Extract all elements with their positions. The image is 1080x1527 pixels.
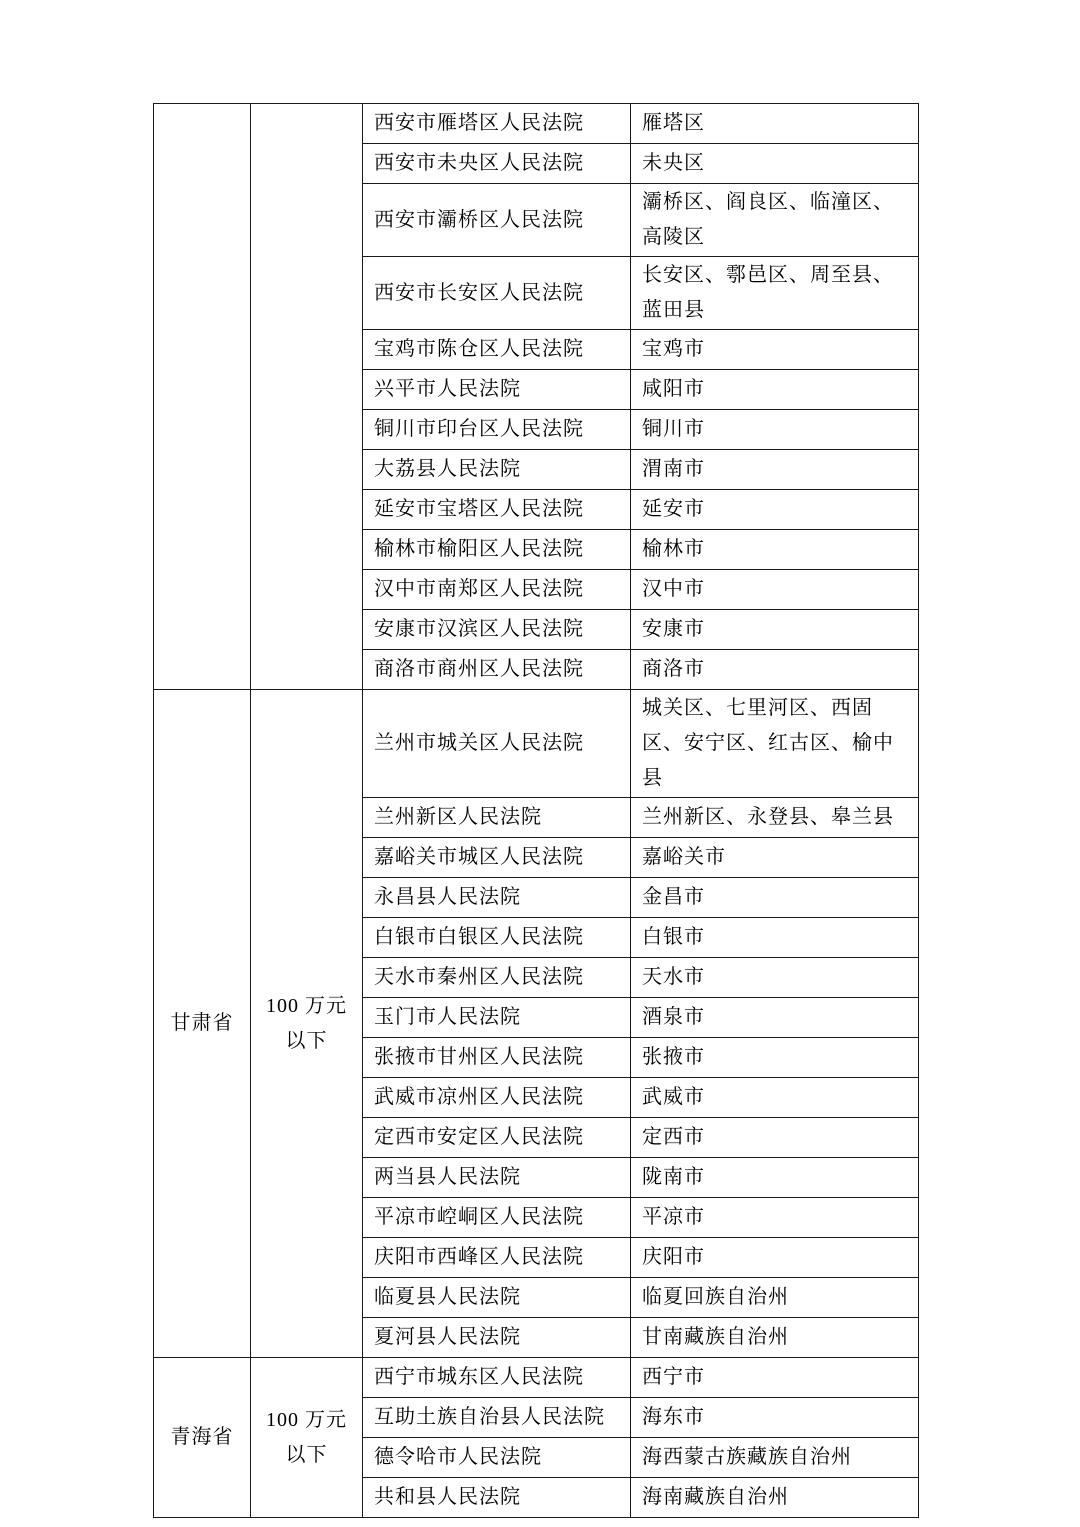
jurisdiction-cell: 海西蒙古族藏族自治州	[631, 1438, 919, 1478]
jurisdiction-cell: 天水市	[631, 958, 919, 998]
amount-threshold-cell	[251, 104, 363, 690]
court-name-cell: 西安市长安区人民法院	[363, 257, 631, 330]
jurisdiction-cell: 长安区、鄠邑区、周至县、蓝田县	[631, 257, 919, 330]
jurisdiction-cell: 延安市	[631, 490, 919, 530]
table-row	[154, 1358, 919, 1398]
jurisdiction-cell: 白银市	[631, 918, 919, 958]
court-name-cell: 庆阳市西峰区人民法院	[363, 1238, 631, 1278]
court-name-cell: 武威市凉州区人民法院	[363, 1078, 631, 1118]
jurisdiction-cell: 铜川市	[631, 410, 919, 450]
jurisdiction-cell: 商洛市	[631, 650, 919, 690]
court-table-body	[154, 104, 919, 1518]
jurisdiction-cell: 平凉市	[631, 1198, 919, 1238]
court-name-cell: 两当县人民法院	[363, 1158, 631, 1198]
jurisdiction-cell: 兰州新区、永登县、皋兰县	[631, 798, 919, 838]
jurisdiction-cell: 海东市	[631, 1398, 919, 1438]
jurisdiction-cell: 汉中市	[631, 570, 919, 610]
province-cell: 甘肃省	[154, 690, 251, 1358]
court-name-cell: 兴平市人民法院	[363, 370, 631, 410]
jurisdiction-cell: 未央区	[631, 144, 919, 184]
jurisdiction-cell: 定西市	[631, 1118, 919, 1158]
jurisdiction-cell: 灞桥区、阎良区、临潼区、高陵区	[631, 184, 919, 257]
court-name-cell: 嘉峪关市城区人民法院	[363, 838, 631, 878]
jurisdiction-cell: 雁塔区	[631, 104, 919, 144]
court-name-cell: 天水市秦州区人民法院	[363, 958, 631, 998]
court-name-cell: 延安市宝塔区人民法院	[363, 490, 631, 530]
jurisdiction-cell: 甘南藏族自治州	[631, 1318, 919, 1358]
jurisdiction-cell: 渭南市	[631, 450, 919, 490]
jurisdiction-cell: 西宁市	[631, 1358, 919, 1398]
court-name-cell: 玉门市人民法院	[363, 998, 631, 1038]
court-name-cell: 商洛市商州区人民法院	[363, 650, 631, 690]
jurisdiction-cell: 酒泉市	[631, 998, 919, 1038]
court-name-cell: 夏河县人民法院	[363, 1318, 631, 1358]
amount-threshold-cell: 100 万元 以下	[251, 690, 363, 1358]
jurisdiction-cell: 嘉峪关市	[631, 838, 919, 878]
jurisdiction-cell: 榆林市	[631, 530, 919, 570]
jurisdiction-cell: 金昌市	[631, 878, 919, 918]
jurisdiction-cell: 临夏回族自治州	[631, 1278, 919, 1318]
court-jurisdiction-table	[153, 103, 919, 1518]
court-name-cell: 西宁市城东区人民法院	[363, 1358, 631, 1398]
court-name-cell: 白银市白银区人民法院	[363, 918, 631, 958]
jurisdiction-cell: 城关区、七里河区、西固区、安宁区、红古区、榆中县	[631, 690, 919, 798]
amount-threshold-cell: 100 万元 以下	[251, 1358, 363, 1518]
court-name-cell: 定西市安定区人民法院	[363, 1118, 631, 1158]
province-cell	[154, 104, 251, 690]
court-name-cell: 平凉市崆峒区人民法院	[363, 1198, 631, 1238]
jurisdiction-cell: 咸阳市	[631, 370, 919, 410]
court-name-cell: 互助土族自治县人民法院	[363, 1398, 631, 1438]
court-name-cell: 兰州新区人民法院	[363, 798, 631, 838]
court-name-cell: 榆林市榆阳区人民法院	[363, 530, 631, 570]
court-name-cell: 共和县人民法院	[363, 1478, 631, 1518]
jurisdiction-cell: 陇南市	[631, 1158, 919, 1198]
province-cell: 青海省	[154, 1358, 251, 1518]
court-name-cell: 宝鸡市陈仓区人民法院	[363, 330, 631, 370]
court-name-cell: 永昌县人民法院	[363, 878, 631, 918]
jurisdiction-cell: 海南藏族自治州	[631, 1478, 919, 1518]
court-name-cell: 汉中市南郑区人民法院	[363, 570, 631, 610]
court-name-cell: 大荔县人民法院	[363, 450, 631, 490]
jurisdiction-cell: 宝鸡市	[631, 330, 919, 370]
court-name-cell: 西安市雁塔区人民法院	[363, 104, 631, 144]
court-name-cell: 铜川市印台区人民法院	[363, 410, 631, 450]
court-name-cell: 西安市灞桥区人民法院	[363, 184, 631, 257]
jurisdiction-cell: 武威市	[631, 1078, 919, 1118]
court-name-cell: 安康市汉滨区人民法院	[363, 610, 631, 650]
court-name-cell: 德令哈市人民法院	[363, 1438, 631, 1478]
court-name-cell: 张掖市甘州区人民法院	[363, 1038, 631, 1078]
court-name-cell: 临夏县人民法院	[363, 1278, 631, 1318]
jurisdiction-cell: 张掖市	[631, 1038, 919, 1078]
jurisdiction-cell: 庆阳市	[631, 1238, 919, 1278]
jurisdiction-cell: 安康市	[631, 610, 919, 650]
table-row	[154, 104, 919, 144]
court-name-cell: 兰州市城关区人民法院	[363, 690, 631, 798]
table-row	[154, 690, 919, 798]
court-name-cell: 西安市未央区人民法院	[363, 144, 631, 184]
